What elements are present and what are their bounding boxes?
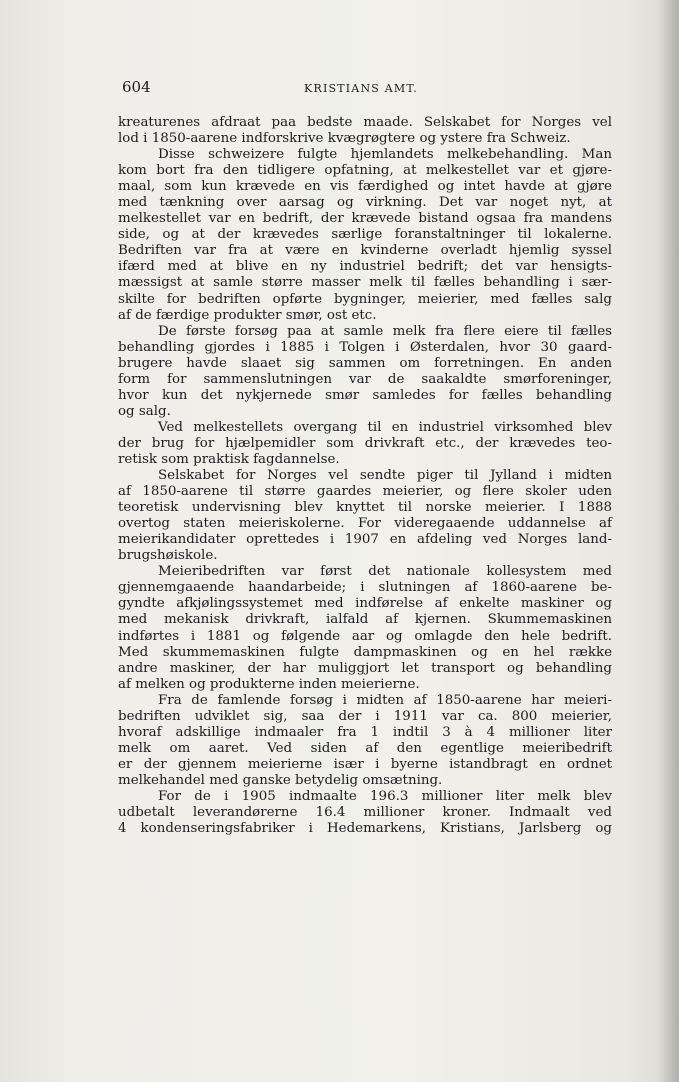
page-edge-shadow: [657, 0, 679, 1082]
text-line: Med skummemaskinen fulgte dampmaskinen og en hel række: [118, 644, 612, 660]
text-line: og salg.: [118, 403, 171, 419]
text-line: skilte for bedriften opførte bygninger, meierier, med fælles salg: [118, 291, 612, 307]
text-line: bedriften udviklet sig, saa der i 1911 var ca. 800 meierier,: [118, 708, 612, 724]
text-line: Ved melkestellets overgang til en industriel virksomhed blev: [158, 419, 612, 435]
text-line: hvor kun det nykjernede smør samledes for fælles behandling: [118, 387, 612, 403]
text-line: Bedriften var fra at være en kvinderne overladt hjemlig syssel: [118, 243, 612, 259]
text-line: er der gjennem meierierne især i byerne istandbragt en ordnet: [118, 756, 612, 772]
text-line: brugshøiskole.: [118, 548, 218, 564]
text-line: andre maskiner, der har muliggjort let transport og behandling: [118, 660, 612, 676]
text-line: udbetalt leverandørerne 16.4 millioner kroner. Indmaalt ved: [118, 805, 612, 821]
text-line: side, og at der krævedes særlige foranstaltninger til lokalerne.: [118, 227, 612, 243]
text-line: med mekanisk drivkraft, ialfald af kjernen. Skummemaskinen: [118, 612, 612, 628]
text-line: af de færdige produkter smør, ost etc.: [118, 307, 377, 323]
text-line: indførtes i 1881 og følgende aar og omlagde den hele bedrift.: [118, 628, 612, 644]
text-line: brugere havde slaaet sig sammen om forretningen. En anden: [118, 355, 612, 371]
text-line: ifærd med at blive en ny industriel bedrift; det var hensigts-: [118, 259, 612, 275]
text-line: hvoraf adskillige indmaaler fra 1 indtil 3 à 4 millioner liter: [118, 724, 612, 740]
text-line: teoretisk undervisning blev knyttet til norske meierier. I 1888: [118, 500, 612, 516]
text-line: melkestellet var en bedrift, der krævede bistand ogsaa fra mandens: [118, 211, 612, 227]
text-line: melk om aaret. Ved siden af den egentlige meieribedrift: [118, 740, 612, 756]
text-line: med tænkning over aarsag og virkning. Det var noget nyt, at: [118, 195, 612, 211]
text-line: Fra de famlende forsøg i midten af 1850-aarene har meieri-: [158, 692, 612, 708]
running-title: KRISTIANS AMT.: [304, 82, 418, 95]
text-line: af melken og produkterne inden meierierne.: [118, 676, 420, 692]
text-line: Disse schweizere fulgte hjemlandets melkebehandling. Man: [158, 147, 612, 163]
page-number: 604: [122, 78, 151, 96]
text-line: gjennemgaaende haandarbeide; i slutningen af 1860-aarene be-: [118, 580, 612, 596]
text-line: overtog staten meieriskolerne. For videregaaende uddannelse af: [118, 516, 612, 532]
text-line: lod i 1850-aarene indforskrive kvægrøgtere og ystere fra Schweiz.: [118, 131, 571, 147]
text-line: behandling gjordes i 1885 i Tolgen i Østerdalen, hvor 30 gaard-: [118, 339, 612, 355]
text-line: maal, som kun krævede en vis færdighed og intet havde at gjøre: [118, 179, 612, 195]
text-line: kreaturenes afdraat paa bedste maade. Selskabet for Norges vel: [118, 115, 612, 130]
text-line: meierikandidater oprettedes i 1907 en afdeling ved Norges land-: [118, 532, 612, 548]
text-line: 4 kondenseringsfabriker i Hedemarkens, Kristians, Jarlsberg og: [118, 821, 612, 837]
text-line: der brug for hjælpemidler som drivkraft etc., der krævedes teo-: [118, 435, 612, 451]
text-line: gyndte afkjølingssystemet med indførelse af enkelte maskiner og: [118, 596, 612, 612]
text-line: af 1850-aarene til større gaardes meierier, og flere skoler uden: [118, 484, 612, 500]
text-line: form for sammenslutningen var de saakaldte smørforeninger,: [118, 371, 612, 387]
text-line: Selskabet for Norges vel sendte piger til Jylland i midten: [158, 468, 612, 484]
page-header: [118, 78, 604, 100]
text-line: Meieribedriften var først det nationale kollesystem med: [158, 564, 612, 580]
text-line: mæssigst at samle større masser melk til fælles behandling i sær-: [118, 275, 612, 291]
text-line: melkehandel med ganske betydelig omsætning.: [118, 772, 443, 788]
text-line: For de i 1905 indmaalte 196.3 millioner liter melk blev: [158, 788, 612, 804]
text-line: kom bort fra den tidligere opfatning, at melkestellet var et gjøre-: [118, 163, 612, 179]
body-text: [118, 115, 612, 837]
text-line: De første forsøg paa at samle melk fra flere eiere til fælles: [158, 323, 612, 339]
text-line: retisk som praktisk fagdannelse.: [118, 451, 340, 467]
